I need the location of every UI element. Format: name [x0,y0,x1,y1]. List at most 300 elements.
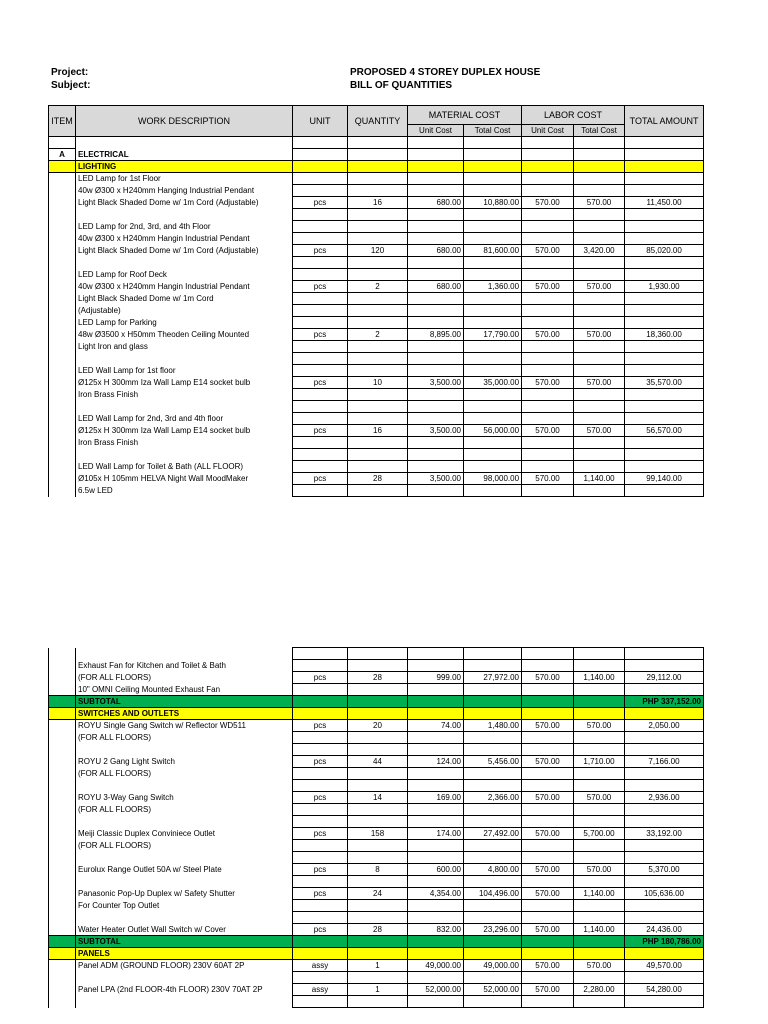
table-cell [625,437,704,449]
table-cell [574,341,625,353]
section-letter: A [49,149,76,161]
table-cell [625,269,704,281]
table-cell [293,816,348,828]
description-line: LED Wall Lamp for 1st floor [76,365,293,377]
labor-total-cost: 570.00 [574,377,625,389]
table-cell [464,648,522,660]
table-row [49,209,704,221]
table-cell [348,233,408,245]
table-cell [408,485,464,497]
table-cell [464,936,522,948]
subject-label: Subject: [51,80,91,91]
table-cell [522,305,574,317]
quantity-cell: 16 [348,197,408,209]
table-row [49,804,704,816]
labor-unit-cost: 570.00 [522,984,574,996]
table-cell [574,840,625,852]
total-amount: 29,112.00 [625,672,704,684]
table-row [49,984,704,996]
project-label: Project: [51,67,89,78]
description-line: LED Lamp for Parking [76,317,293,329]
material-unit-cost: 174.00 [408,828,464,840]
table-cell [408,209,464,221]
quantity-cell: 44 [348,756,408,768]
table-cell [408,684,464,696]
table-cell [293,876,348,888]
table-cell [293,437,348,449]
table-cell [522,257,574,269]
description-line: (Adjustable) [76,305,293,317]
table-cell [625,996,704,1008]
table-row [49,473,704,485]
col-labor-cost: LABOR COST [522,106,625,125]
table-cell [522,461,574,473]
table-row [49,924,704,936]
item-cell [49,413,76,425]
table-cell [293,708,348,720]
col-total-cost: Total Cost [464,125,522,137]
table-row [49,437,704,449]
labor-unit-cost: 570.00 [522,281,574,293]
table-cell [348,648,408,660]
table-cell [625,684,704,696]
item-cell [49,365,76,377]
labor-unit-cost: 570.00 [522,888,574,900]
table-cell [522,948,574,960]
table-cell [76,648,293,660]
item-cell [49,377,76,389]
description-line: ROYU Single Gang Switch w/ Reflector WD511 [76,720,293,732]
description-line [76,744,293,756]
table-cell [522,936,574,948]
table-cell [348,852,408,864]
labor-total-cost: 3,420.00 [574,245,625,257]
table-cell [574,996,625,1008]
unit-cell: pcs [293,425,348,437]
item-cell [49,684,76,696]
description-line: ROYU 3-Way Gang Switch [76,792,293,804]
table-cell [522,972,574,984]
table-cell [348,804,408,816]
table-cell [574,401,625,413]
description-line: Panel LPA (2nd FLOOR-4th FLOOR) 230V 70AT 2P [76,984,293,996]
table-cell [408,900,464,912]
table-row [49,756,704,768]
table-cell [625,161,704,173]
item-cell [49,768,76,780]
labor-unit-cost: 570.00 [522,377,574,389]
table-cell [348,936,408,948]
description-line: LED Wall Lamp for Toilet & Bath (ALL FLOOR) [76,461,293,473]
table-cell [522,353,574,365]
table-cell [293,780,348,792]
table-cell [464,149,522,161]
table-cell [464,257,522,269]
table-cell [293,461,348,473]
table-cell [408,401,464,413]
table-cell [522,485,574,497]
panels-band [49,948,704,960]
description-line: (FOR ALL FLOORS) [76,732,293,744]
labor-total-cost: 1,710.00 [574,756,625,768]
table-cell [522,161,574,173]
table-cell [464,732,522,744]
table-cell [408,744,464,756]
table-cell [522,876,574,888]
table-cell [408,648,464,660]
description-line: 40w Ø300 x H240mm Hanging Industrial Pendant [76,185,293,197]
table-cell [464,449,522,461]
table-cell [348,401,408,413]
table-row [49,732,704,744]
table-cell [464,185,522,197]
table-cell [408,305,464,317]
table-cell [522,684,574,696]
table-cell [293,185,348,197]
table-cell [348,696,408,708]
description-line [76,449,293,461]
description-line [76,780,293,792]
total-amount: 85,020.00 [625,245,704,257]
table-cell [522,732,574,744]
table-row [49,269,704,281]
description-line: Eurolux Range Outlet 50A w/ Steel Plate [76,864,293,876]
description-line: Ø125x H 300mm Iza Wall Lamp E14 socket bulb [76,377,293,389]
labor-unit-cost: 570.00 [522,329,574,341]
material-total-cost: 5,456.00 [464,756,522,768]
table-row [49,185,704,197]
table-cell [348,768,408,780]
table-cell [408,365,464,377]
table-cell [348,173,408,185]
table-cell [625,341,704,353]
labor-unit-cost: 570.00 [522,924,574,936]
table-cell [464,413,522,425]
table-row [49,816,704,828]
table-cell [464,876,522,888]
table-cell [574,257,625,269]
description-line: Ø125x H 300mm Iza Wall Lamp E14 socket bulb [76,425,293,437]
table-cell [408,780,464,792]
labor-total-cost: 1,140.00 [574,888,625,900]
table-cell [348,437,408,449]
item-cell [49,305,76,317]
table-cell [522,744,574,756]
table-row [49,900,704,912]
table-cell [348,413,408,425]
table-cell [625,449,704,461]
panels-band-label: PANELS [76,948,293,960]
table-cell [574,648,625,660]
table-row [49,281,704,293]
table-cell [293,936,348,948]
table-cell [464,389,522,401]
item-cell [49,924,76,936]
description-line: Meiji Classic Duplex Conviniece Outlet [76,828,293,840]
table-cell [49,708,76,720]
description-line: Panasonic Pop-Up Duplex w/ Safety Shutter [76,888,293,900]
table-cell [574,293,625,305]
section-row [49,149,704,161]
table-cell [348,912,408,924]
table-cell [293,660,348,672]
description-line [76,401,293,413]
table-cell [574,744,625,756]
table-cell [625,137,704,149]
table-cell [408,732,464,744]
table-cell [293,293,348,305]
table-cell [574,353,625,365]
description-line [76,912,293,924]
table-cell [348,996,408,1008]
table-cell [625,912,704,924]
table-cell [574,233,625,245]
table-cell [464,744,522,756]
description-line [76,852,293,864]
table-cell [522,696,574,708]
table-cell [625,257,704,269]
table-cell [522,149,574,161]
table-cell [49,948,76,960]
table-cell [522,708,574,720]
table-cell [522,780,574,792]
table-cell [408,876,464,888]
material-total-cost: 81,600.00 [464,245,522,257]
total-amount: 105,636.00 [625,888,704,900]
table-cell [293,149,348,161]
item-cell [49,485,76,497]
quantity-cell: 2 [348,329,408,341]
table-cell [408,293,464,305]
table-cell [293,401,348,413]
table-cell [293,948,348,960]
table-cell [408,816,464,828]
material-total-cost: 1,480.00 [464,720,522,732]
total-amount: 11,450.00 [625,197,704,209]
item-cell [49,900,76,912]
unit-cell: pcs [293,864,348,876]
table-cell [574,461,625,473]
labor-total-cost: 1,140.00 [574,924,625,936]
subtotal-label: SUBTOTAL [76,936,293,948]
total-amount: 99,140.00 [625,473,704,485]
table-row [49,197,704,209]
table-cell [408,936,464,948]
table-cell [348,185,408,197]
table-cell [625,389,704,401]
table-row [49,389,704,401]
material-unit-cost: 3,500.00 [408,377,464,389]
material-total-cost: 27,492.00 [464,828,522,840]
table-cell [464,840,522,852]
item-cell [49,197,76,209]
material-total-cost: 35,000.00 [464,377,522,389]
table-cell [293,648,348,660]
table-cell [464,900,522,912]
table-cell [625,221,704,233]
description-line: Iron Brass Finish [76,389,293,401]
table-cell [348,209,408,221]
table-cell [348,780,408,792]
table-row [49,365,704,377]
unit-cell: pcs [293,329,348,341]
item-cell [49,720,76,732]
quantity-cell: 28 [348,924,408,936]
table-cell [293,365,348,377]
col-item: ITEM [49,106,76,137]
table-cell [625,972,704,984]
description-line [76,996,293,1008]
item-cell [49,209,76,221]
item-cell [49,672,76,684]
table-cell [625,149,704,161]
table-cell [574,437,625,449]
col-quantity: QUANTITY [348,106,408,137]
table-cell [408,341,464,353]
table-cell [522,389,574,401]
subtotal-amount: PHP 180,786.00 [625,936,704,948]
unit-cell: pcs [293,888,348,900]
labor-total-cost: 570.00 [574,197,625,209]
table-cell [348,732,408,744]
table-cell [464,948,522,960]
description-line: Iron Brass Finish [76,437,293,449]
material-unit-cost: 832.00 [408,924,464,936]
item-cell [49,317,76,329]
table-cell [464,137,522,149]
item-cell [49,744,76,756]
unit-cell: pcs [293,473,348,485]
table-row [49,660,704,672]
table-cell [522,852,574,864]
table-cell [293,996,348,1008]
table-cell [293,305,348,317]
table-cell [522,768,574,780]
description-line: 40w Ø300 x H240mm Hangin Industrial Pendant [76,233,293,245]
item-cell [49,449,76,461]
material-unit-cost: 680.00 [408,245,464,257]
item-cell [49,473,76,485]
table-row [49,720,704,732]
table-cell [408,257,464,269]
table-row [49,377,704,389]
material-unit-cost: 74.00 [408,720,464,732]
table-cell [293,485,348,497]
table-cell [522,401,574,413]
table-cell [625,900,704,912]
labor-unit-cost: 570.00 [522,473,574,485]
table-row [49,996,704,1008]
item-cell [49,341,76,353]
table-cell [522,221,574,233]
table-row [49,353,704,365]
quantity-cell: 1 [348,960,408,972]
table-cell [522,293,574,305]
table-cell [293,684,348,696]
description-line: Light Black Shaded Dome w/ 1m Cord (Adjustable) [76,197,293,209]
table-cell [348,485,408,497]
material-total-cost: 49,000.00 [464,960,522,972]
table-cell [408,912,464,924]
item-cell [49,221,76,233]
table-row [49,852,704,864]
table-cell [293,209,348,221]
table-row [49,401,704,413]
table-cell [348,137,408,149]
table-cell [574,732,625,744]
labor-total-cost: 1,140.00 [574,672,625,684]
table-cell [574,305,625,317]
table-cell [574,804,625,816]
table-cell [464,485,522,497]
table-row [49,257,704,269]
col-unit-cost: Unit Cost [408,125,464,137]
table-cell [348,708,408,720]
table-cell [293,413,348,425]
table-row [49,233,704,245]
quantity-cell: 8 [348,864,408,876]
description-line: LED Lamp for 1st Floor [76,173,293,185]
total-amount: 18,360.00 [625,329,704,341]
labor-unit-cost: 570.00 [522,960,574,972]
table-row [49,413,704,425]
table-cell [348,816,408,828]
table-cell [625,353,704,365]
table-cell [574,660,625,672]
subtotal-amount: PHP 337,152.00 [625,696,704,708]
table-cell [408,185,464,197]
table-cell [625,185,704,197]
table-cell [348,744,408,756]
table-cell [293,840,348,852]
col-unit-cost: Unit Cost [522,125,574,137]
table-cell [408,161,464,173]
item-cell [49,732,76,744]
description-line: LED Lamp for Roof Deck [76,269,293,281]
table-cell [464,780,522,792]
table-cell [293,173,348,185]
quantity-cell: 1 [348,984,408,996]
labor-unit-cost: 570.00 [522,828,574,840]
description-line: (FOR ALL FLOORS) [76,768,293,780]
table-cell [348,305,408,317]
unit-cell: pcs [293,672,348,684]
table-cell [464,461,522,473]
table-cell [625,768,704,780]
table-cell [348,317,408,329]
table-cell [464,161,522,173]
item-cell [49,401,76,413]
description-line: (FOR ALL FLOORS) [76,804,293,816]
table-cell [293,852,348,864]
item-cell [49,425,76,437]
material-unit-cost: 680.00 [408,197,464,209]
project-title: PROPOSED 4 STOREY DUPLEX HOUSE [350,67,541,78]
labor-total-cost: 570.00 [574,864,625,876]
material-unit-cost: 999.00 [408,672,464,684]
description-line: Light Black Shaded Dome w/ 1m Cord [76,293,293,305]
table-cell [574,221,625,233]
item-cell [49,281,76,293]
table-cell [348,269,408,281]
labor-total-cost: 570.00 [574,425,625,437]
table-cell [464,305,522,317]
description-line [76,972,293,984]
table-cell [574,948,625,960]
table-cell [293,696,348,708]
material-unit-cost: 3,500.00 [408,473,464,485]
item-cell [49,233,76,245]
